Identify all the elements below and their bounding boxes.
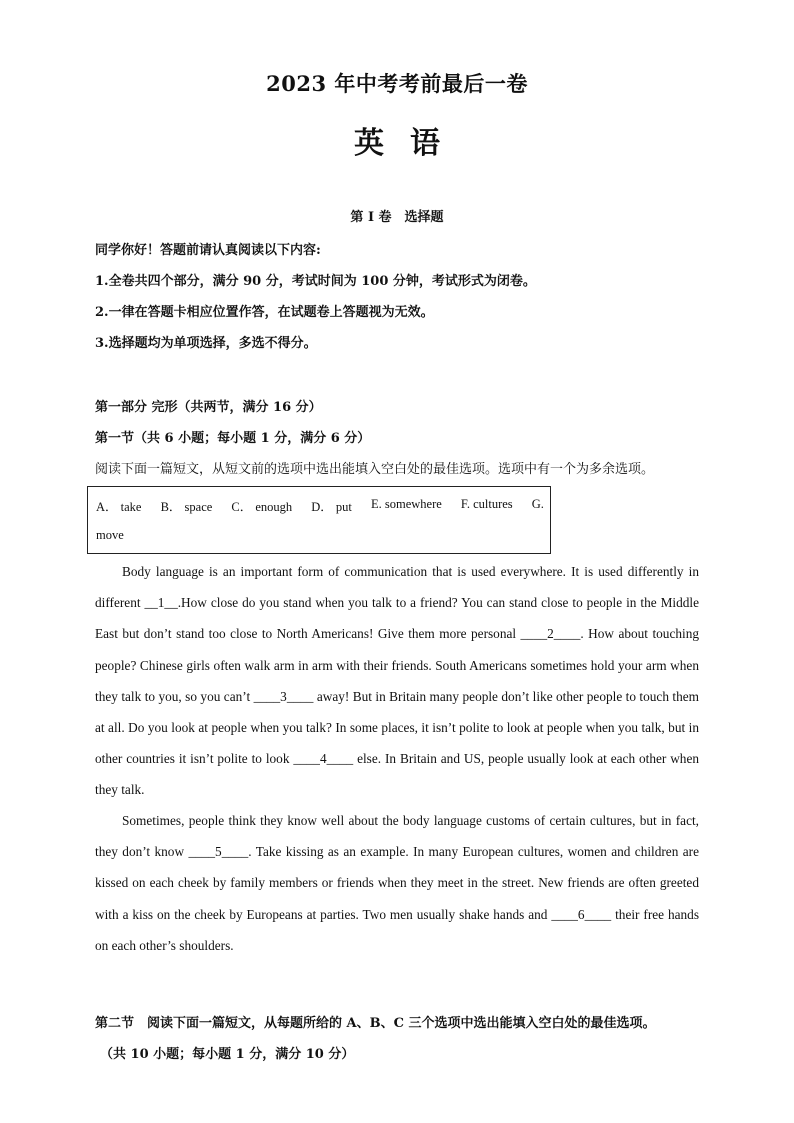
instruction-item: 1.全卷共四个部分，满分 90 分，考试时间为 100 分钟，考试形式为闭卷。 xyxy=(95,274,536,289)
word-options-box xyxy=(87,486,551,554)
section2-note: （共 10 小题；每小题 1 分，满分 10 分） xyxy=(100,1047,355,1062)
part1-heading: 第一部分 完形（共两节，满分 16 分） xyxy=(95,400,322,415)
word-option: E. somewhere xyxy=(371,497,442,511)
word-option: A． take xyxy=(96,500,142,514)
section1-heading: 第一节（共 6 小题；每小题 1 分，满分 6 分） xyxy=(95,431,371,446)
word-option: F. cultures xyxy=(460,497,513,511)
word-option: B． space xyxy=(160,500,213,514)
passage-paragraph-1: Body language is an important form of communication that is used everywhere. It is used differently in different __1__.How close do you stand when you talk to a friend? You can stand close to people in the Middle East but don’t stand too close to North Americans! Give them more personal ____2____. How about touching people? Chinese girls often walk arm in arm with their friends. South Americans sometimes hold your arm when they talk to you, so you can’t ____3____ away! But in Britain many people don’t like other people to touch them at all. Do you look at people when you talk? In some places, it isn’t polite to look at people when you talk, but in other countries it isn’t polite to look ____4____ else. In Britain and US, people usually look at each other when they talk. xyxy=(95,564,699,798)
word-option: G. xyxy=(531,497,544,511)
instructions-greeting: 同学你好！答题前请认真阅读以下内容: xyxy=(95,243,321,258)
section1-direction: 阅读下面一篇短文，从短文前的选项中选出能填入空白处的最佳选项。选项中有一个为多余选项。 xyxy=(95,462,655,477)
passage-paragraph-2: Sometimes, people think they know well about the body language customs of certain cultures, but in fact, they don’t know ____5____. Take kissing as an example. In many European cultures, women and children are kissed on each cheek by family members or friends when they meet in the street. New friends are often greeted with a kiss on the cheek by Europeans at parties. Two men usually shake hands and ____6____ their free hands on each other’s shoulders. xyxy=(95,813,699,953)
section2-heading: 第二节 阅读下面一篇短文，从每题所给的 A、B、C 三个选项中选出能填入空白处的最佳选项。 xyxy=(95,1016,656,1031)
word-option: C． enough xyxy=(231,500,293,514)
subject-title: 英语 xyxy=(354,126,466,161)
instruction-item: 2.一律在答题卡相应位置作答，在试题卷上答题视为无效。 xyxy=(95,305,434,320)
volume-heading: 第 I 卷 选择题 xyxy=(350,210,444,225)
instruction-item: 3.选择题均为单项选择，多选不得分。 xyxy=(95,336,317,351)
word-options-row xyxy=(96,497,544,515)
exam-title: 2023 年中考考前最后一卷 xyxy=(266,71,528,96)
word-option: D． put xyxy=(311,500,352,514)
word-option: move xyxy=(96,528,124,542)
